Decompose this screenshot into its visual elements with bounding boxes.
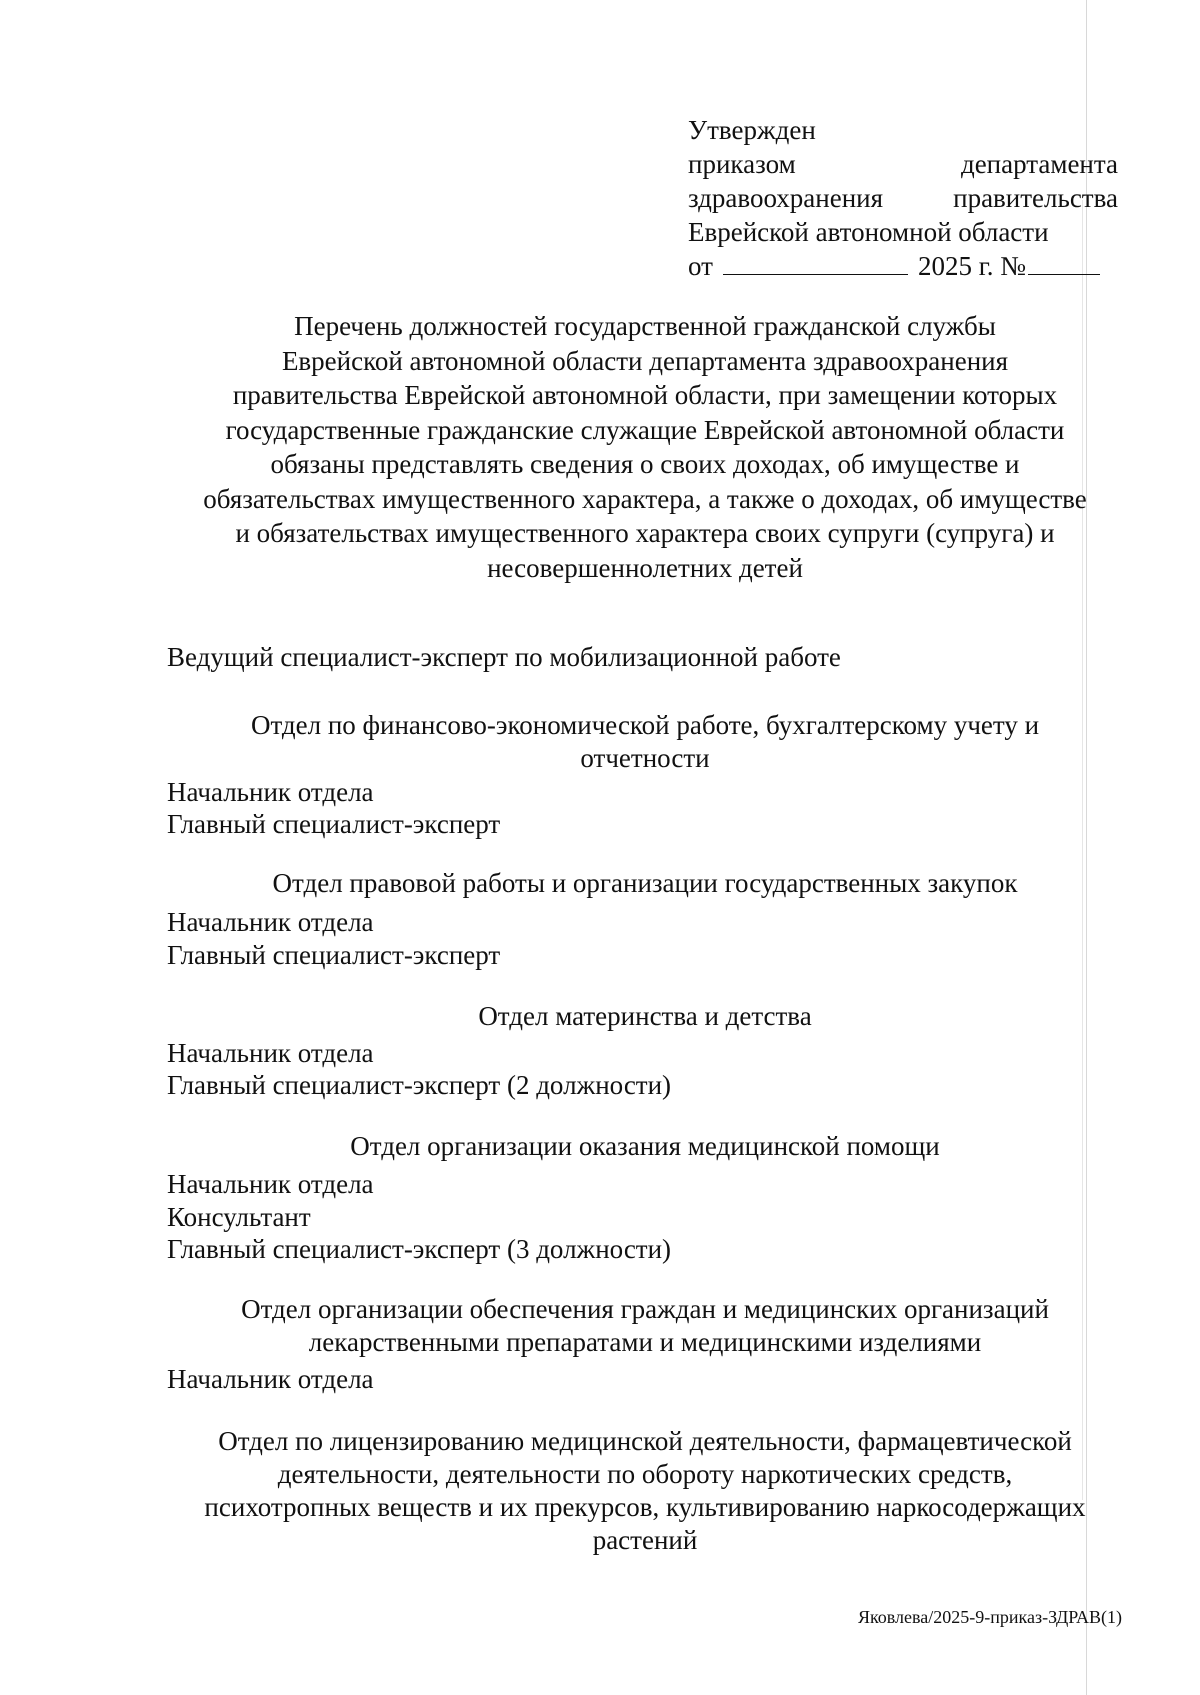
department-title-line: отчетности [580, 743, 710, 773]
position-item: Начальник отдела [167, 777, 374, 807]
approval-health-word: здравоохранения [688, 183, 884, 213]
position-item: Начальник отдела [167, 1169, 374, 1199]
title-line: государственные гражданские служащие Еврейской автономной области [225, 414, 1065, 445]
approval-heading: Утвержден [688, 115, 816, 145]
department-title [150, 867, 1140, 900]
department-title-line: Отдел материнства и детства [478, 1001, 812, 1031]
date-blank-field [723, 252, 908, 275]
approval-date-line [688, 249, 1118, 283]
number-blank-field [1028, 252, 1100, 275]
approval-department-word: департамента [960, 149, 1118, 179]
approval-order-word: приказом [688, 149, 796, 179]
department-title-line: лекарственными препаратами и медицинскими изделиями [308, 1327, 982, 1357]
title-line: обязаны представлять сведения о своих доходах, об имуществе и [270, 449, 1020, 479]
approval-region-line: Еврейской автономной области [688, 217, 1049, 247]
position-item: Главный специалист-эксперт (3 должности) [167, 1234, 672, 1264]
department-title [150, 1293, 1140, 1359]
title-line: обязательствах имущественного характера, а также о доходах, об имуществе [203, 483, 1087, 514]
department-title-line: растений [592, 1525, 698, 1555]
position-item: Консультант [167, 1202, 311, 1232]
approval-order-line [688, 147, 1118, 181]
department-title-line: Отдел по лицензированию медицинской деятельности, фармацевтической [218, 1426, 1072, 1456]
department-title-line: психотропных веществ и их прекурсов, культивированию наркосодержащих [204, 1492, 1086, 1522]
title-line: и обязательствах имущественного характера своих супруги (супруга) и [235, 518, 1055, 548]
department-title [150, 1000, 1140, 1033]
approval-health-line [688, 181, 1118, 215]
approval-government-word: правительства [953, 183, 1118, 213]
document-title [150, 309, 1140, 585]
position-item: Начальник отдела [167, 1038, 374, 1068]
approval-date-year: 2025 г. № [917, 251, 1026, 281]
approval-block [688, 113, 1118, 283]
position-item: Главный специалист-эксперт [167, 940, 501, 970]
position-item: Начальник отдела [167, 907, 374, 937]
department-title-line: деятельности, деятельности по обороту наркотических средств, [277, 1459, 1013, 1489]
approval-date-prefix: от [688, 251, 713, 281]
department-title-line: Отдел организации обеспечения граждан и медицинских организаций [241, 1294, 1049, 1324]
title-line: Еврейской автономной области департамента здравоохранения [281, 345, 1009, 376]
department-title-line: Отдел организации оказания медицинской помощи [350, 1131, 940, 1161]
department-title [150, 709, 1140, 775]
department-title-line: Отдел правовой работы и организации государственных закупок [272, 868, 1018, 898]
department-title [150, 1425, 1140, 1557]
position-item: Начальник отдела [167, 1364, 374, 1394]
department-title [150, 1130, 1140, 1163]
standalone-position: Ведущий специалист-эксперт по мобилизационной работе [167, 642, 841, 672]
position-item: Главный специалист-эксперт [167, 809, 501, 839]
position-item: Главный специалист-эксперт (2 должности) [167, 1070, 672, 1100]
title-line: Перечень должностей государственной гражданской службы [294, 311, 996, 341]
footer-reference: Яковлева/2025-9-приказ-ЗДРАВ(1) [857, 1607, 1122, 1627]
title-line: правительства Еврейской автономной области, при замещении которых [232, 380, 1058, 410]
title-line: несовершеннолетних детей [487, 552, 803, 583]
department-title-line: Отдел по финансово-экономической работе, бухгалтерскому учету и [250, 710, 1040, 740]
